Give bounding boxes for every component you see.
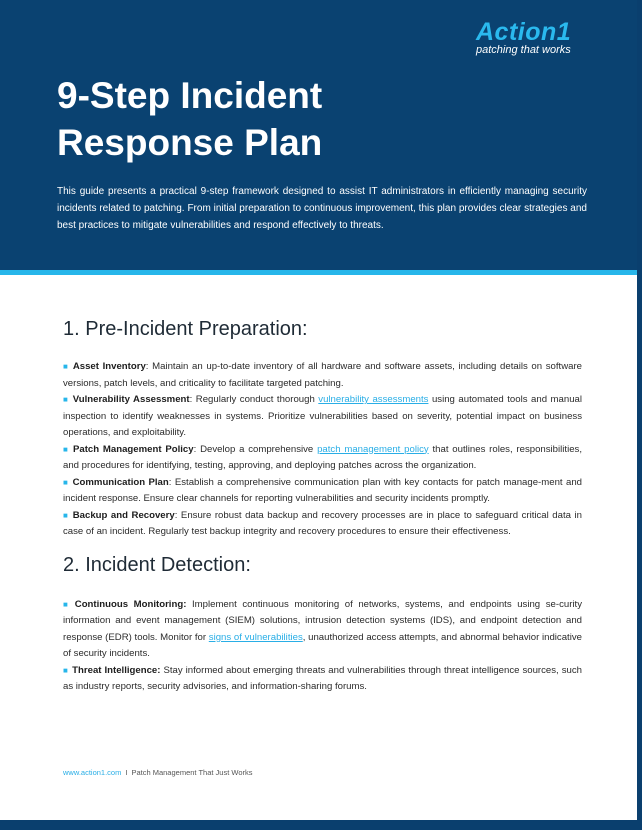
- item-text: Stay informed about emerging threats and vulnerabilities through threat intelligence sources, such as industry reports, security advisories, and information-sharing forums.: [63, 664, 582, 692]
- square-bullet-icon: ■: [63, 444, 69, 454]
- title-line-1: 9-Step Incident: [57, 75, 323, 116]
- action1-logo[interactable]: [476, 18, 586, 56]
- list-item-patch-management-policy: [63, 442, 582, 475]
- item-label: Continuous Monitoring:: [74, 598, 187, 610]
- item-text: : Develop a comprehensive: [193, 443, 318, 455]
- square-bullet-icon: ■: [63, 477, 69, 487]
- item-label: Asset Inventory: [72, 361, 146, 372]
- list-item-backup-and-recovery: [63, 508, 582, 541]
- page-frame-right: [637, 0, 642, 830]
- intro-paragraph: This guide presents a practical 9-step framework designed to assist IT administrators in efficiently managing security incidents related to patching. From initial preparation to continuous improvement, this plan provides clear strategies and best practices to mitigate vulnerabilities and respond effectively to threats.: [57, 186, 587, 231]
- square-bullet-icon: ■: [63, 599, 71, 609]
- page-title: [57, 72, 322, 166]
- item-text: : Maintain an up-to-date inventory of all hardware and software assets, including details on software versions, patch levels, and criticality to facilitate targeted patching.: [63, 361, 582, 389]
- item-text: , unauthorized access attempts, and abnormal behavior indicative of security incidents.: [63, 631, 582, 659]
- list-item-vulnerability-assessment: [63, 392, 582, 442]
- section-2-title: 2. Incident Detection:: [63, 553, 251, 576]
- list-item-communication-plan: [63, 475, 582, 508]
- list-item-threat-intelligence: [63, 663, 582, 696]
- item-text: using automated tools and manual inspection to identify weaknesses in systems. Prioritize vulnerabilities based on severity, potential impact on business operations, and exploitability.: [63, 394, 583, 438]
- list-item-asset-inventory: [63, 359, 582, 392]
- item-label: Patch Management Policy: [72, 443, 194, 455]
- square-bullet-icon: ■: [63, 395, 69, 404]
- item-text: Implement continuous monitoring of networks, systems, and endpoints using se-curity information and event management (SIEM) solutions, intrusion detection systems (IDS), and endpoint detection and response (EDR) tools. Monitor for: [63, 598, 582, 643]
- footer-url-link[interactable]: www.action1.com: [63, 768, 122, 777]
- square-bullet-icon: ■: [63, 665, 69, 675]
- list-item-continuous-monitoring: [63, 597, 582, 663]
- logo-name: Action1: [476, 18, 572, 46]
- signs-of-vulnerabilities-link[interactable]: signs of vulnerabilities: [208, 631, 303, 643]
- section-1-title: 1. Pre-Incident Preparation:: [63, 318, 308, 340]
- footer-separator: I: [125, 768, 128, 777]
- item-text: : Establish a comprehensive communication plan with key contacts for patch manage-ment and incident response. Ensure clear channels for reporting vulnerabilities and security incidents promptly.: [63, 476, 582, 504]
- vulnerability-assessments-link[interactable]: vulnerability assessments: [318, 394, 429, 405]
- page-frame-bottom: [0, 820, 642, 830]
- square-bullet-icon: ■: [63, 362, 69, 371]
- main-content: [63, 316, 582, 696]
- header-banner: [0, 0, 637, 270]
- item-label: Communication Plan: [72, 476, 169, 488]
- patch-management-policy-link[interactable]: patch management policy: [317, 443, 429, 455]
- footer-tagline: Patch Management That Just Works: [131, 768, 253, 777]
- title-line-2: Response Plan: [57, 122, 323, 163]
- page-footer: [63, 768, 252, 777]
- item-label: Backup and Recovery: [72, 509, 175, 521]
- logo-tagline: patching that works: [476, 44, 571, 56]
- square-bullet-icon: ■: [63, 510, 69, 520]
- item-label: Threat Intelligence:: [72, 664, 161, 676]
- item-label: Vulnerability Assessment: [72, 394, 190, 405]
- item-text: that outlines roles, responsibilities, and procedures for identifying, testing, approving, and deploying patches across the organization.: [63, 443, 583, 471]
- item-text: : Regularly conduct thorough: [189, 394, 319, 405]
- item-text: : Ensure robust data backup and recovery processes are in place to safeguard critical data in case of an incident. Regularly test backup integrity and recovery procedures to ensure their effectiveness.: [63, 509, 582, 537]
- header-accent-stripe: [0, 270, 637, 275]
